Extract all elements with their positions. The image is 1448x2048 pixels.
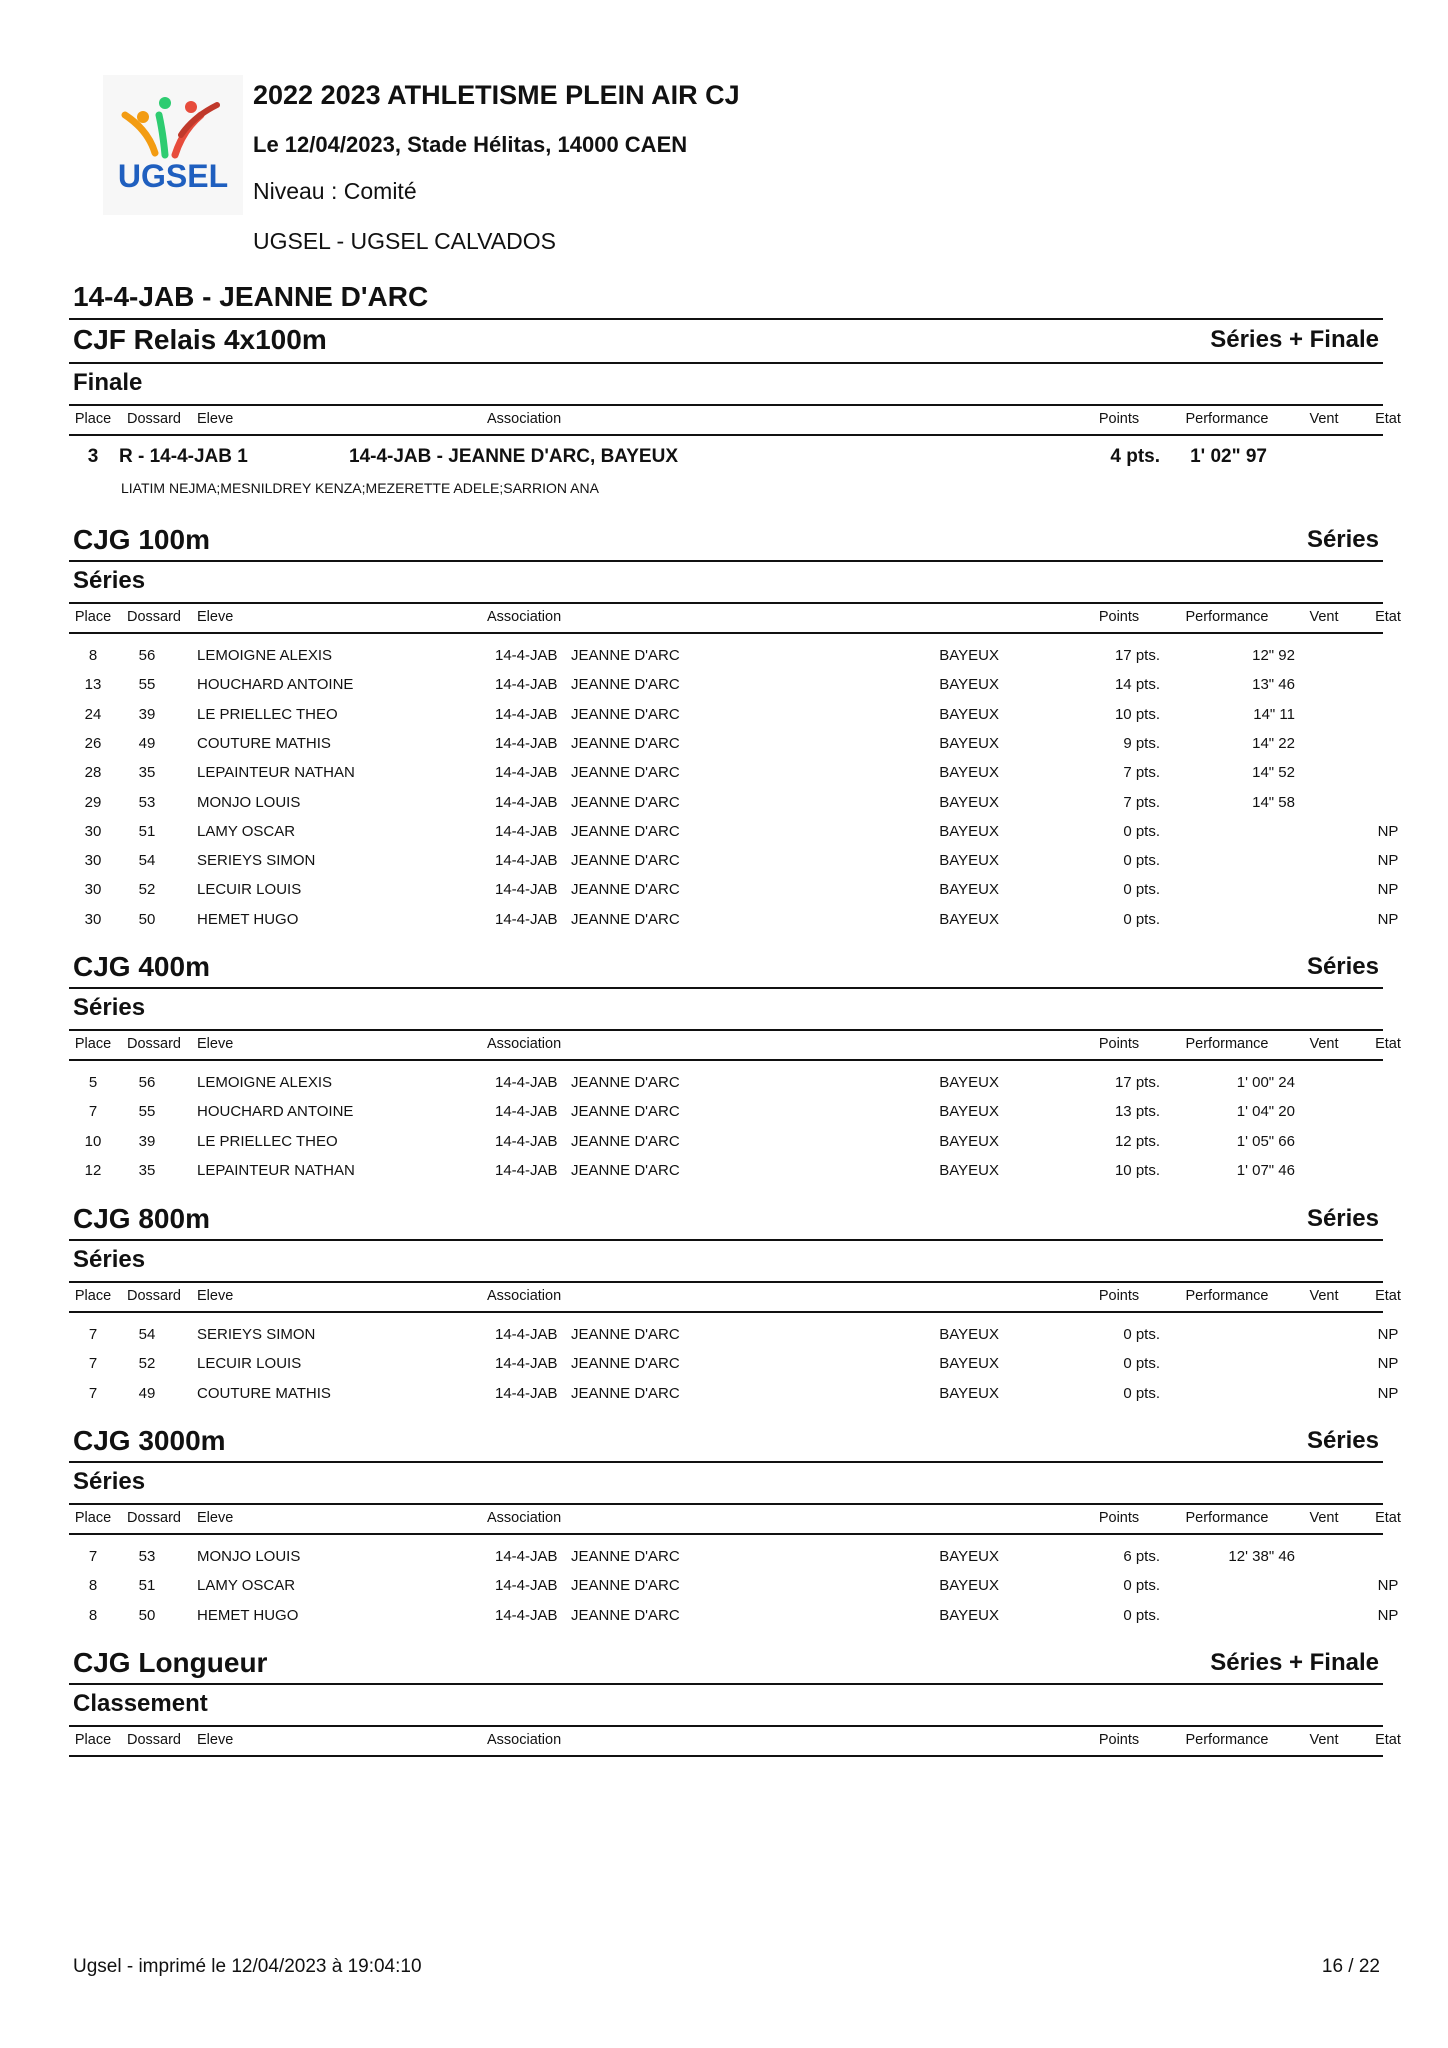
- cell-city: BAYEUX: [939, 1326, 999, 1343]
- print-info: Ugsel - imprimé le 12/04/2023 à 19:04:10: [73, 1956, 422, 1977]
- cell-city: BAYEUX: [939, 793, 999, 811]
- header-association: Association: [487, 1510, 562, 1526]
- cell-dossard: 51: [138, 822, 156, 840]
- cell-performance: 13" 46: [1252, 676, 1295, 694]
- cell-city: BAYEUX: [939, 734, 999, 752]
- cell-etat: NP: [1377, 910, 1399, 928]
- cell-points: 7 pts.: [1123, 764, 1160, 782]
- cell-eleve: SERIEYS SIMON: [197, 1326, 316, 1343]
- divider: [69, 1755, 1383, 1757]
- cell-performance: 1' 07" 46: [1236, 1161, 1295, 1179]
- table-row: [69, 822, 1399, 845]
- club-title: 14-4-JAB - JEANNE D'ARC: [73, 281, 429, 312]
- divider: [69, 1311, 1383, 1313]
- cell-dossard: 52: [138, 881, 156, 899]
- cell-association-code: 14-4-JAB: [495, 647, 558, 664]
- cell-points: 7 pts.: [1123, 793, 1160, 811]
- cell-city: BAYEUX: [939, 1606, 999, 1624]
- event-format: Séries: [1306, 953, 1379, 980]
- cell-association-name: JEANNE D'ARC: [571, 705, 680, 723]
- cell-eleve: LEPAINTEUR NATHAN: [197, 764, 355, 782]
- divider: [69, 1281, 1383, 1283]
- cell-place: 13: [84, 676, 102, 694]
- header-vent: Vent: [1309, 1510, 1339, 1526]
- header-place: Place: [74, 411, 112, 427]
- cell-city: BAYEUX: [939, 676, 999, 694]
- cell-points: 12 pts.: [1114, 1132, 1160, 1150]
- divider: [69, 1503, 1383, 1505]
- cell-association-name: JEANNE D'ARC: [571, 1074, 680, 1091]
- divider: [69, 1725, 1383, 1727]
- cell-points: 13 pts.: [1114, 1103, 1160, 1121]
- table-row: [69, 881, 1399, 903]
- cell-place: 7: [88, 1384, 98, 1402]
- organisation-label: UGSEL - UGSEL CALVADOS: [253, 228, 556, 254]
- relay-place: 3: [87, 446, 99, 467]
- cell-city: BAYEUX: [939, 822, 999, 840]
- cell-dossard: 50: [138, 1606, 156, 1624]
- header-dossard: Dossard: [127, 1732, 181, 1748]
- cell-place: 7: [88, 1548, 98, 1565]
- cell-points: 0 pts.: [1123, 881, 1160, 899]
- cell-place: 29: [84, 793, 102, 811]
- cell-association-code: 14-4-JAB: [495, 1355, 558, 1373]
- cell-place: 24: [84, 705, 102, 723]
- table-row: [69, 647, 1383, 669]
- header-performance: Performance: [1185, 609, 1269, 625]
- header-vent: Vent: [1309, 1732, 1339, 1748]
- relay-team: R - 14-4-JAB 1: [119, 446, 248, 467]
- table-row: [69, 1162, 1383, 1184]
- round-title: Séries: [73, 1246, 146, 1273]
- cell-association-name: JEANNE D'ARC: [571, 1132, 680, 1150]
- cell-city: BAYEUX: [939, 1355, 999, 1373]
- cell-points: 0 pts.: [1123, 1577, 1160, 1595]
- table-row: [69, 1103, 1383, 1125]
- cell-etat: NP: [1377, 822, 1399, 840]
- cell-city: BAYEUX: [939, 705, 999, 723]
- cell-etat: NP: [1377, 881, 1399, 899]
- cell-eleve: MONJO LOUIS: [197, 1548, 301, 1565]
- cell-association-code: 14-4-JAB: [495, 1103, 558, 1121]
- header-dossard: Dossard: [127, 1288, 181, 1304]
- header-points: Points: [1098, 1288, 1140, 1304]
- cell-eleve: LEPAINTEUR NATHAN: [197, 1161, 355, 1179]
- divider: [69, 1059, 1383, 1061]
- header-vent: Vent: [1309, 609, 1339, 625]
- header-points: Points: [1098, 1036, 1140, 1052]
- table-row: [69, 1384, 1399, 1407]
- header-association: Association: [487, 1288, 562, 1304]
- cell-place: 26: [84, 734, 102, 752]
- table-row: [69, 1606, 1399, 1629]
- header-performance: Performance: [1185, 411, 1269, 427]
- cell-eleve: HOUCHARD ANTOINE: [197, 676, 354, 694]
- cell-association-name: JEANNE D'ARC: [571, 1577, 680, 1595]
- cell-points: 14 pts.: [1114, 676, 1160, 694]
- cell-dossard: 55: [138, 676, 156, 694]
- header-place: Place: [74, 1510, 112, 1526]
- relay-performance: 1' 02" 97: [1190, 446, 1267, 467]
- cell-city: BAYEUX: [939, 1384, 999, 1402]
- relay-result-row: [69, 446, 1383, 472]
- divider: [69, 1029, 1383, 1031]
- header-eleve: Eleve: [197, 1036, 234, 1052]
- cell-points: 0 pts.: [1123, 822, 1160, 840]
- relay-association: 14-4-JAB - JEANNE D'ARC, BAYEUX: [349, 446, 679, 467]
- header-association: Association: [487, 411, 562, 427]
- cell-place: 28: [84, 764, 102, 782]
- cell-association-code: 14-4-JAB: [495, 1384, 558, 1402]
- cell-points: 0 pts.: [1123, 1326, 1160, 1343]
- round-title: Séries: [73, 567, 146, 594]
- event-format: Séries: [1306, 1205, 1379, 1232]
- table-row: [69, 706, 1383, 728]
- cell-dossard: 55: [138, 1103, 156, 1121]
- cell-eleve: LE PRIELLEC THEO: [197, 1132, 338, 1150]
- cell-association-name: JEANNE D'ARC: [571, 822, 680, 840]
- level-label: Niveau : Comité: [253, 178, 417, 204]
- divider: [69, 318, 1383, 320]
- cell-dossard: 50: [138, 910, 156, 928]
- divider: [69, 632, 1383, 634]
- event-format: Séries: [1306, 526, 1379, 553]
- cell-city: BAYEUX: [939, 647, 999, 664]
- cell-dossard: 35: [138, 1161, 156, 1179]
- cell-dossard: 35: [138, 764, 156, 782]
- cell-dossard: 56: [138, 1074, 156, 1091]
- event-title: CJF Relais 4x100m: [73, 324, 327, 355]
- cell-place: 8: [88, 647, 98, 664]
- event-title: CJG 400m: [73, 951, 210, 982]
- page-number: 16 / 22: [1321, 1956, 1380, 1977]
- header-etat: Etat: [1375, 411, 1401, 427]
- round-title: Finale: [73, 369, 143, 396]
- cell-place: 30: [84, 910, 102, 928]
- relay-members: LIATIM NEJMA;MESNILDREY KENZA;MEZERETTE ADELE;SARRION ANA: [121, 480, 599, 496]
- cell-eleve: COUTURE MATHIS: [197, 734, 331, 752]
- cell-points: 9 pts.: [1123, 734, 1160, 752]
- event-title: CJG 800m: [73, 1203, 210, 1234]
- cell-place: 30: [84, 852, 102, 870]
- ugsel-logo: [103, 75, 243, 215]
- cell-performance: 14" 11: [1253, 705, 1295, 723]
- divider: [69, 1239, 1383, 1241]
- cell-points: 6 pts.: [1123, 1548, 1160, 1565]
- cell-place: 30: [84, 881, 102, 899]
- cell-association-name: JEANNE D'ARC: [571, 647, 680, 664]
- cell-association-code: 14-4-JAB: [495, 1161, 558, 1179]
- header-eleve: Eleve: [197, 411, 234, 427]
- cell-points: 17 pts.: [1114, 1074, 1160, 1091]
- cell-place: 10: [84, 1132, 102, 1150]
- cell-association-name: JEANNE D'ARC: [571, 1355, 680, 1373]
- cell-eleve: HEMET HUGO: [197, 1606, 299, 1624]
- cell-place: 12: [84, 1161, 102, 1179]
- cell-points: 0 pts.: [1123, 1384, 1160, 1402]
- cell-association-name: JEANNE D'ARC: [571, 764, 680, 782]
- table-row: [69, 1577, 1399, 1599]
- cell-city: BAYEUX: [939, 1132, 999, 1150]
- header-performance: Performance: [1185, 1036, 1269, 1052]
- divider: [69, 1461, 1383, 1463]
- header-etat: Etat: [1375, 1732, 1401, 1748]
- cell-city: BAYEUX: [939, 1577, 999, 1595]
- table-row: [69, 1326, 1399, 1348]
- header-eleve: Eleve: [197, 609, 234, 625]
- cell-performance: 12" 92: [1252, 647, 1295, 664]
- header-performance: Performance: [1185, 1510, 1269, 1526]
- table-row: [69, 764, 1383, 786]
- cell-points: 0 pts.: [1123, 1606, 1160, 1624]
- header-place: Place: [74, 1036, 112, 1052]
- cell-association-code: 14-4-JAB: [495, 1326, 558, 1343]
- divider: [69, 987, 1383, 989]
- cell-points: 0 pts.: [1123, 852, 1160, 870]
- cell-city: BAYEUX: [939, 764, 999, 782]
- header-points: Points: [1098, 411, 1140, 427]
- cell-association-name: JEANNE D'ARC: [571, 1326, 680, 1343]
- cell-city: BAYEUX: [939, 1103, 999, 1121]
- cell-association-code: 14-4-JAB: [495, 793, 558, 811]
- divider: [69, 1683, 1383, 1685]
- cell-place: 7: [88, 1103, 98, 1121]
- header-place: Place: [74, 1288, 112, 1304]
- cell-dossard: 49: [138, 734, 156, 752]
- divider: [69, 602, 1383, 604]
- header-place: Place: [74, 1732, 112, 1748]
- cell-association-name: JEANNE D'ARC: [571, 676, 680, 694]
- round-title: Séries: [73, 1468, 146, 1495]
- cell-association-code: 14-4-JAB: [495, 1132, 558, 1150]
- header-eleve: Eleve: [197, 1510, 234, 1526]
- cell-dossard: 51: [138, 1577, 156, 1595]
- cell-association-name: JEANNE D'ARC: [571, 910, 680, 928]
- cell-dossard: 39: [138, 705, 156, 723]
- cell-eleve: LEMOIGNE ALEXIS: [197, 647, 333, 664]
- cell-eleve: LE PRIELLEC THEO: [197, 705, 338, 723]
- svg-text:UGSEL: UGSEL: [117, 158, 229, 194]
- table-row: [69, 852, 1399, 874]
- cell-etat: NP: [1377, 852, 1399, 870]
- header-eleve: Eleve: [197, 1288, 234, 1304]
- header-etat: Etat: [1375, 1036, 1401, 1052]
- cell-dossard: 39: [138, 1132, 156, 1150]
- cell-place: 8: [88, 1606, 98, 1624]
- cell-association-code: 14-4-JAB: [495, 822, 558, 840]
- header-vent: Vent: [1309, 1288, 1339, 1304]
- cell-dossard: 52: [138, 1355, 156, 1373]
- cell-association-code: 14-4-JAB: [495, 734, 558, 752]
- header-etat: Etat: [1375, 609, 1401, 625]
- cell-dossard: 49: [138, 1384, 156, 1402]
- cell-performance: 1' 05" 66: [1236, 1132, 1295, 1150]
- table-row: [69, 1074, 1383, 1096]
- header-points: Points: [1098, 1510, 1140, 1526]
- cell-association-code: 14-4-JAB: [495, 764, 558, 782]
- cell-dossard: 56: [138, 647, 156, 664]
- cell-city: BAYEUX: [939, 1074, 999, 1091]
- cell-city: BAYEUX: [939, 910, 999, 928]
- round-title: Classement: [73, 1690, 208, 1717]
- cell-eleve: LEMOIGNE ALEXIS: [197, 1074, 333, 1091]
- relay-points: 4 pts.: [1110, 446, 1160, 467]
- cell-association-name: JEANNE D'ARC: [571, 1548, 680, 1565]
- cell-city: BAYEUX: [939, 1161, 999, 1179]
- event-title: CJG Longueur: [73, 1647, 268, 1678]
- cell-place: 7: [88, 1355, 98, 1373]
- cell-association-code: 14-4-JAB: [495, 1074, 558, 1091]
- event-title: CJG 100m: [73, 524, 210, 555]
- cell-eleve: LECUIR LOUIS: [197, 881, 302, 899]
- cell-association-name: JEANNE D'ARC: [571, 852, 680, 870]
- cell-eleve: LECUIR LOUIS: [197, 1355, 302, 1373]
- header-etat: Etat: [1375, 1510, 1401, 1526]
- divider: [69, 404, 1383, 406]
- divider: [69, 434, 1383, 436]
- header-points: Points: [1098, 609, 1140, 625]
- header-vent: Vent: [1309, 1036, 1339, 1052]
- cell-association-code: 14-4-JAB: [495, 1577, 558, 1595]
- table-row: [69, 1133, 1383, 1155]
- cell-eleve: HEMET HUGO: [197, 910, 299, 928]
- header-points: Points: [1098, 1732, 1140, 1748]
- cell-city: BAYEUX: [939, 1548, 999, 1565]
- table-row: [69, 676, 1383, 698]
- event-format: Séries + Finale: [1210, 1649, 1379, 1676]
- cell-dossard: 54: [138, 1326, 156, 1343]
- header-eleve: Eleve: [197, 1732, 234, 1748]
- meeting-date-place: Le 12/04/2023, Stade Hélitas, 14000 CAEN: [253, 132, 688, 157]
- header-vent: Vent: [1309, 411, 1339, 427]
- cell-association-name: JEANNE D'ARC: [571, 1606, 680, 1624]
- cell-association-name: JEANNE D'ARC: [571, 881, 680, 899]
- cell-dossard: 54: [138, 852, 156, 870]
- cell-place: 30: [84, 822, 102, 840]
- cell-etat: NP: [1377, 1606, 1399, 1624]
- cell-association-code: 14-4-JAB: [495, 705, 558, 723]
- cell-eleve: LAMY OSCAR: [197, 822, 296, 840]
- cell-city: BAYEUX: [939, 852, 999, 870]
- header-place: Place: [74, 609, 112, 625]
- table-row: [69, 794, 1383, 816]
- cell-eleve: LAMY OSCAR: [197, 1577, 296, 1595]
- ugsel-logo-icon: [103, 75, 243, 215]
- event-title: CJG 3000m: [73, 1425, 226, 1456]
- cell-etat: NP: [1377, 1355, 1399, 1373]
- divider: [69, 362, 1383, 364]
- cell-association-name: JEANNE D'ARC: [571, 1161, 680, 1179]
- cell-place: 8: [88, 1577, 98, 1595]
- header-performance: Performance: [1185, 1288, 1269, 1304]
- round-title: Séries: [73, 994, 146, 1021]
- header-dossard: Dossard: [127, 1036, 181, 1052]
- cell-etat: NP: [1377, 1577, 1399, 1595]
- table-row: [69, 1548, 1383, 1570]
- cell-performance: 14" 58: [1252, 793, 1295, 811]
- event-format: Séries: [1306, 1427, 1379, 1454]
- cell-association-name: JEANNE D'ARC: [571, 1384, 680, 1402]
- cell-association-name: JEANNE D'ARC: [571, 793, 680, 811]
- cell-association-name: JEANNE D'ARC: [571, 1103, 680, 1121]
- cell-association-code: 14-4-JAB: [495, 676, 558, 694]
- cell-dossard: 53: [138, 793, 156, 811]
- cell-eleve: SERIEYS SIMON: [197, 852, 316, 870]
- cell-performance: 1' 04" 20: [1236, 1103, 1295, 1121]
- header-association: Association: [487, 609, 562, 625]
- header-dossard: Dossard: [127, 1510, 181, 1526]
- table-row: [69, 735, 1383, 757]
- cell-points: 10 pts.: [1114, 705, 1160, 723]
- cell-etat: NP: [1377, 1384, 1399, 1402]
- header-etat: Etat: [1375, 1288, 1401, 1304]
- cell-performance: 14" 52: [1252, 764, 1295, 782]
- table-row: [69, 1355, 1399, 1377]
- cell-points: 17 pts.: [1114, 647, 1160, 664]
- cell-points: 10 pts.: [1114, 1161, 1160, 1179]
- cell-points: 0 pts.: [1123, 1355, 1160, 1373]
- cell-eleve: COUTURE MATHIS: [197, 1384, 331, 1402]
- header-dossard: Dossard: [127, 609, 181, 625]
- cell-association-code: 14-4-JAB: [495, 910, 558, 928]
- cell-place: 7: [88, 1326, 98, 1343]
- cell-eleve: MONJO LOUIS: [197, 793, 301, 811]
- table-row: [69, 910, 1399, 933]
- cell-eleve: HOUCHARD ANTOINE: [197, 1103, 354, 1121]
- cell-association-code: 14-4-JAB: [495, 852, 558, 870]
- cell-association-code: 14-4-JAB: [495, 1548, 558, 1565]
- cell-dossard: 53: [138, 1548, 156, 1565]
- cell-performance: 12' 38" 46: [1228, 1548, 1295, 1565]
- cell-points: 0 pts.: [1123, 910, 1160, 928]
- cell-performance: 1' 00" 24: [1236, 1074, 1295, 1091]
- cell-association-name: JEANNE D'ARC: [571, 734, 680, 752]
- cell-association-code: 14-4-JAB: [495, 881, 558, 899]
- cell-performance: 14" 22: [1252, 734, 1295, 752]
- header-dossard: Dossard: [127, 411, 181, 427]
- cell-place: 5: [88, 1074, 98, 1091]
- divider: [69, 560, 1383, 562]
- event-format: Séries + Finale: [1210, 326, 1379, 353]
- header-association: Association: [487, 1036, 562, 1052]
- cell-etat: NP: [1377, 1326, 1399, 1343]
- header-association: Association: [487, 1732, 562, 1748]
- cell-association-code: 14-4-JAB: [495, 1606, 558, 1624]
- cell-city: BAYEUX: [939, 881, 999, 899]
- document-title: 2022 2023 ATHLETISME PLEIN AIR CJ: [253, 80, 740, 110]
- divider: [69, 1533, 1383, 1535]
- header-performance: Performance: [1185, 1732, 1269, 1748]
